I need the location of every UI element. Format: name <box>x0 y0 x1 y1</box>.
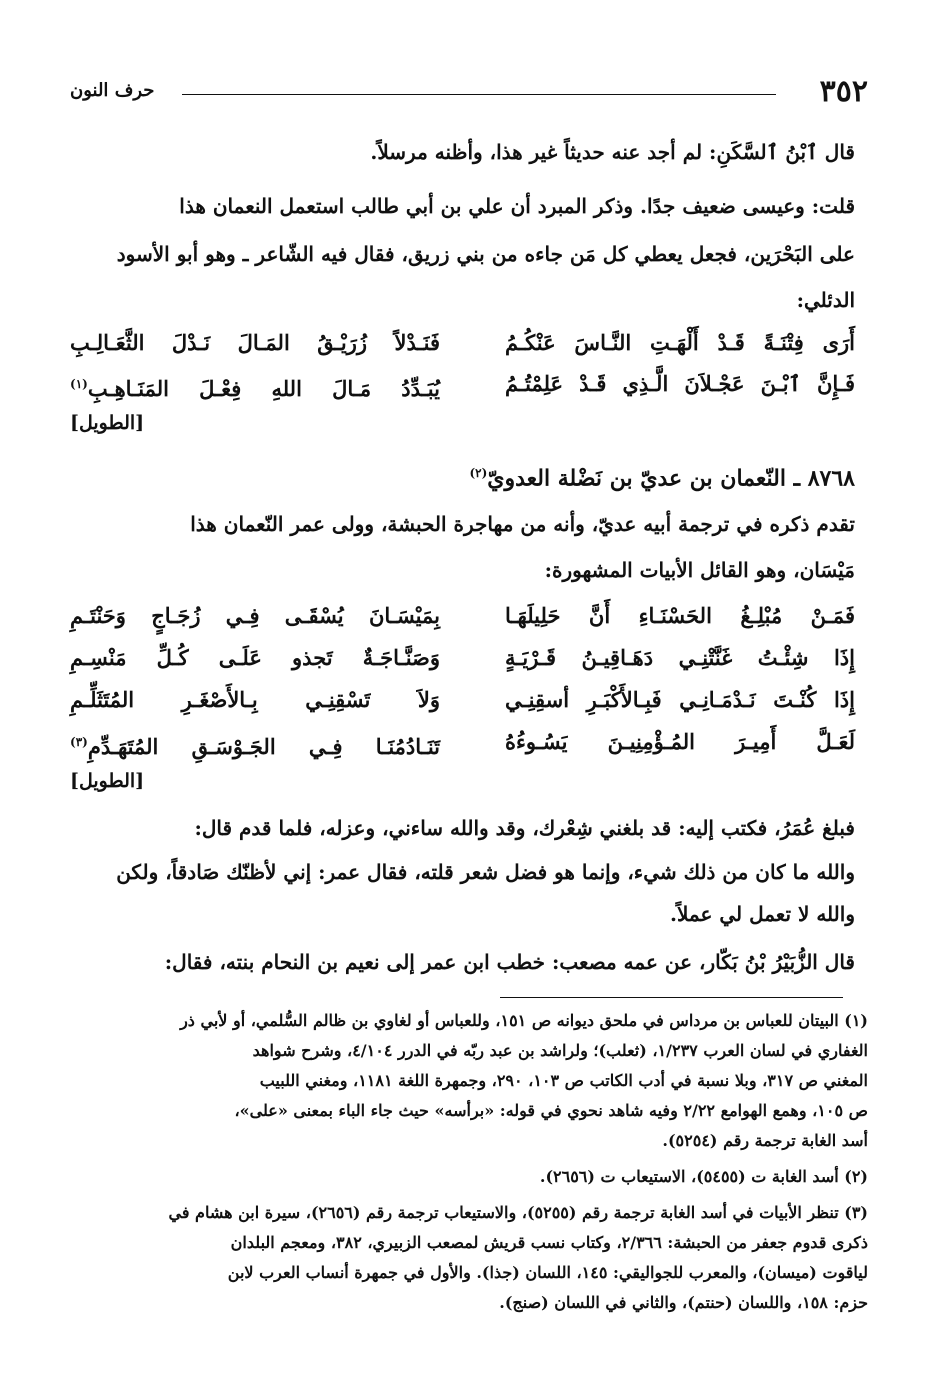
footnote-3-line: لياقوت (ميسان)، والمعرب للجواليقي: ١٤٥، اللسان (جذا). والأول في جمهرة أنساب العرب لابن <box>227 1263 868 1282</box>
verse-second-hemistich: يُبَـدِّدُ مَـالَ اللهِ فِعْـلَ المَنَـاهِـبِ$^{(١)}$ <box>70 376 440 401</box>
verse-second-hemistich: وَلاَ تَسْقِنِـي بِـالأَصْغَـرِ المُتَثَلِّـمِ <box>70 687 440 712</box>
page-number: ٣٥٢ <box>819 74 868 109</box>
verse-second-hemistich: بِمَيْسَـانَ يُسْقَـى فِـي زُجَـاجٍ وَحَنْتَـمِ <box>70 603 440 628</box>
paragraph-umar-line2: والله ما كان من ذلك شيء، وإنما هو فضل شعر قلته، فقال عمر: إني لأظنّك صَادقاً، ولكن <box>116 860 855 884</box>
footnote-mark: (٣) <box>70 735 88 749</box>
footnote-1-line: الغفاري في لسان العرب ١/٢٣٧، (ثعلب)؛ ولراشد بن عبد ربّه في الدرر ٤/١٠٤، وشرح شواهد <box>252 1041 868 1060</box>
paragraph-umar-line1: فبلغ عُمَرُ، فكتب إليه: قد بلغني شِعْرك، وقد والله ساءني، وعزله، فلما قدم قال: <box>194 816 855 840</box>
meter-label: [الطويل] <box>70 412 145 434</box>
verse-line <box>70 364 855 404</box>
meter-label: [الطويل] <box>70 770 145 792</box>
footnote-1-line: ص ١٠٥، وهمع الهوامع ٢/٢٢ وفيه شاهد نحوي في قوله: «برأسه» حيث جاء الباء بمعنى «على»، <box>234 1101 868 1120</box>
footnote-mark: (١) <box>70 377 88 391</box>
verse-first-hemistich: لَعَـلَّ أَمِيـرَ المُـؤْمِنِيـنَ يَسُـوءُهُ <box>505 729 855 754</box>
verse-first-hemistich: فَمَـنْ مُبْلِـغُ الحَسْنَـاءِ أَنَّ حَلِيلَهَـا <box>505 603 855 628</box>
paragraph-ibn-sakan: قال ٱبْنُ ٱلسَّكَنِ: لم أجد عنه حديثاً غير هذا، وأظنه مرسلاً. <box>370 140 855 164</box>
paragraph-zubayr: قال الزُّبَيْرُ بْنُ بَكّار، عن عمه مصعب: خطب ابن عمر إلى نعيم بن النحام بنته، فقال: <box>164 950 855 974</box>
entry-heading: ٨٧٦٨ ـ النّعمان بن عديّ بن نَضْلة العدويّ$^{(٢)}$ <box>469 465 855 492</box>
verse-first-hemistich: أَرَى فِتْنَـةً قَـدْ أَلْهَـتِ النَّـاسَ عَنْكُـمُ <box>505 330 855 355</box>
verse-line <box>70 596 855 636</box>
footnote-2: (٢) أسد الغابة ت (٥٤٥٥)، الاستيعاب ت (٢٦٥٦). <box>539 1167 868 1186</box>
verse-second-hemistich: فَنَـدْلاً زُرَيْـقُ المَـالَ نَـدْلَ الثَّعَـالِـبِ <box>70 330 440 355</box>
footnote-separator <box>500 997 843 998</box>
footnote-1-line: (١) البيتان للعباس بن مرداس في ملحق ديوانه ص ١٥١، وللعباس أو لغاوي بن ظالم السُّلمي، أو لأبي ذر <box>180 1011 868 1030</box>
page-header <box>70 72 868 112</box>
footnote-1-line: المغني ص ٣١٧، وبلا نسبة في أدب الكاتب ص ١٠٣، ٢٩٠، وجمهرة اللغة ١١٨١، ومغني اللبيب <box>259 1071 868 1090</box>
paragraph-qultu-line2: على البَحْرَين، فجعل يعطي كل مَن جاءه من بني زريق، فقال فيه الشّاعر ـ وهو أبو الأسود <box>116 242 855 266</box>
paragraph-entry-line2: مَيْسَان، وهو القائل الأبيات المشهورة: <box>544 558 855 582</box>
verse-line <box>70 323 855 363</box>
paragraph-entry-line1: تقدم ذكره في ترجمة أبيه عديّ، وأنه من مهاجرة الحبشة، وولى عمر النّعمان هذا <box>190 512 855 536</box>
verse-line <box>70 722 855 762</box>
paragraph-qultu-line1: قلت: وعيسى ضعيف جدًا. وذكر المبرد أن علي بن أبي طالب استعمل النعمان هذا <box>179 194 855 218</box>
paragraph-qultu-line3: الدئلي: <box>796 288 855 312</box>
verse-first-hemistich: فَـإِنَّ ٱبْـنَ عَجْـلاَنَ الَّـذِي قَـدْ عَلِمْتُـمُ <box>505 371 855 396</box>
verse-second-hemistich: تَنَـادُمُنَـا فِـي الجَـوْسَـقِ المُتَهَـدِّمِ$^{(٣)}$ <box>70 734 440 759</box>
running-title: حرف النون <box>70 80 155 101</box>
verse-second-hemistich: وَصَنَّـاجَـةٌ تَجذو عَلَـى كُـلِّ مَنْسِـمِ <box>70 645 440 670</box>
footnote-3-line: ذكرى قدوم جعفر من الحبشة: ٢/٣٦٦، وكتاب نسب قريش لمصعب الزبيري، ٣٨٢، ومعجم البلدان <box>230 1233 868 1252</box>
footnote-mark: (٢) <box>469 466 488 480</box>
footnote-3-line: حزم: ١٥٨، واللسان (حنتم)، والثاني في اللسان (صنج). <box>499 1293 868 1312</box>
verse-line <box>70 638 855 678</box>
footnote-3-line: (٣) تنظر الأبيات في أسد الغابة ترجمة رقم (٥٢٥٥)، والاستيعاب ترجمة رقم (٢٦٥٦)، سيرة ابن هشام في <box>168 1203 868 1222</box>
verse-line <box>70 680 855 720</box>
paragraph-umar-line3: والله لا تعمل لي عملاً. <box>670 902 855 926</box>
footnote-1-line: أسد الغابة ترجمة رقم (٥٢٥٤). <box>662 1131 868 1150</box>
header-rule <box>182 94 776 95</box>
verse-first-hemistich: إِذَا كُنْـتَ نَـدْمَـانِـي فَبِـالأَكْبَـرِ أسقِنِـي <box>505 687 855 712</box>
verse-first-hemistich: إِذَا شِئْـتُ غَنَّتْنِـي دَهَـاقِيـنُ قَـرْيَـةٍ <box>505 645 855 670</box>
